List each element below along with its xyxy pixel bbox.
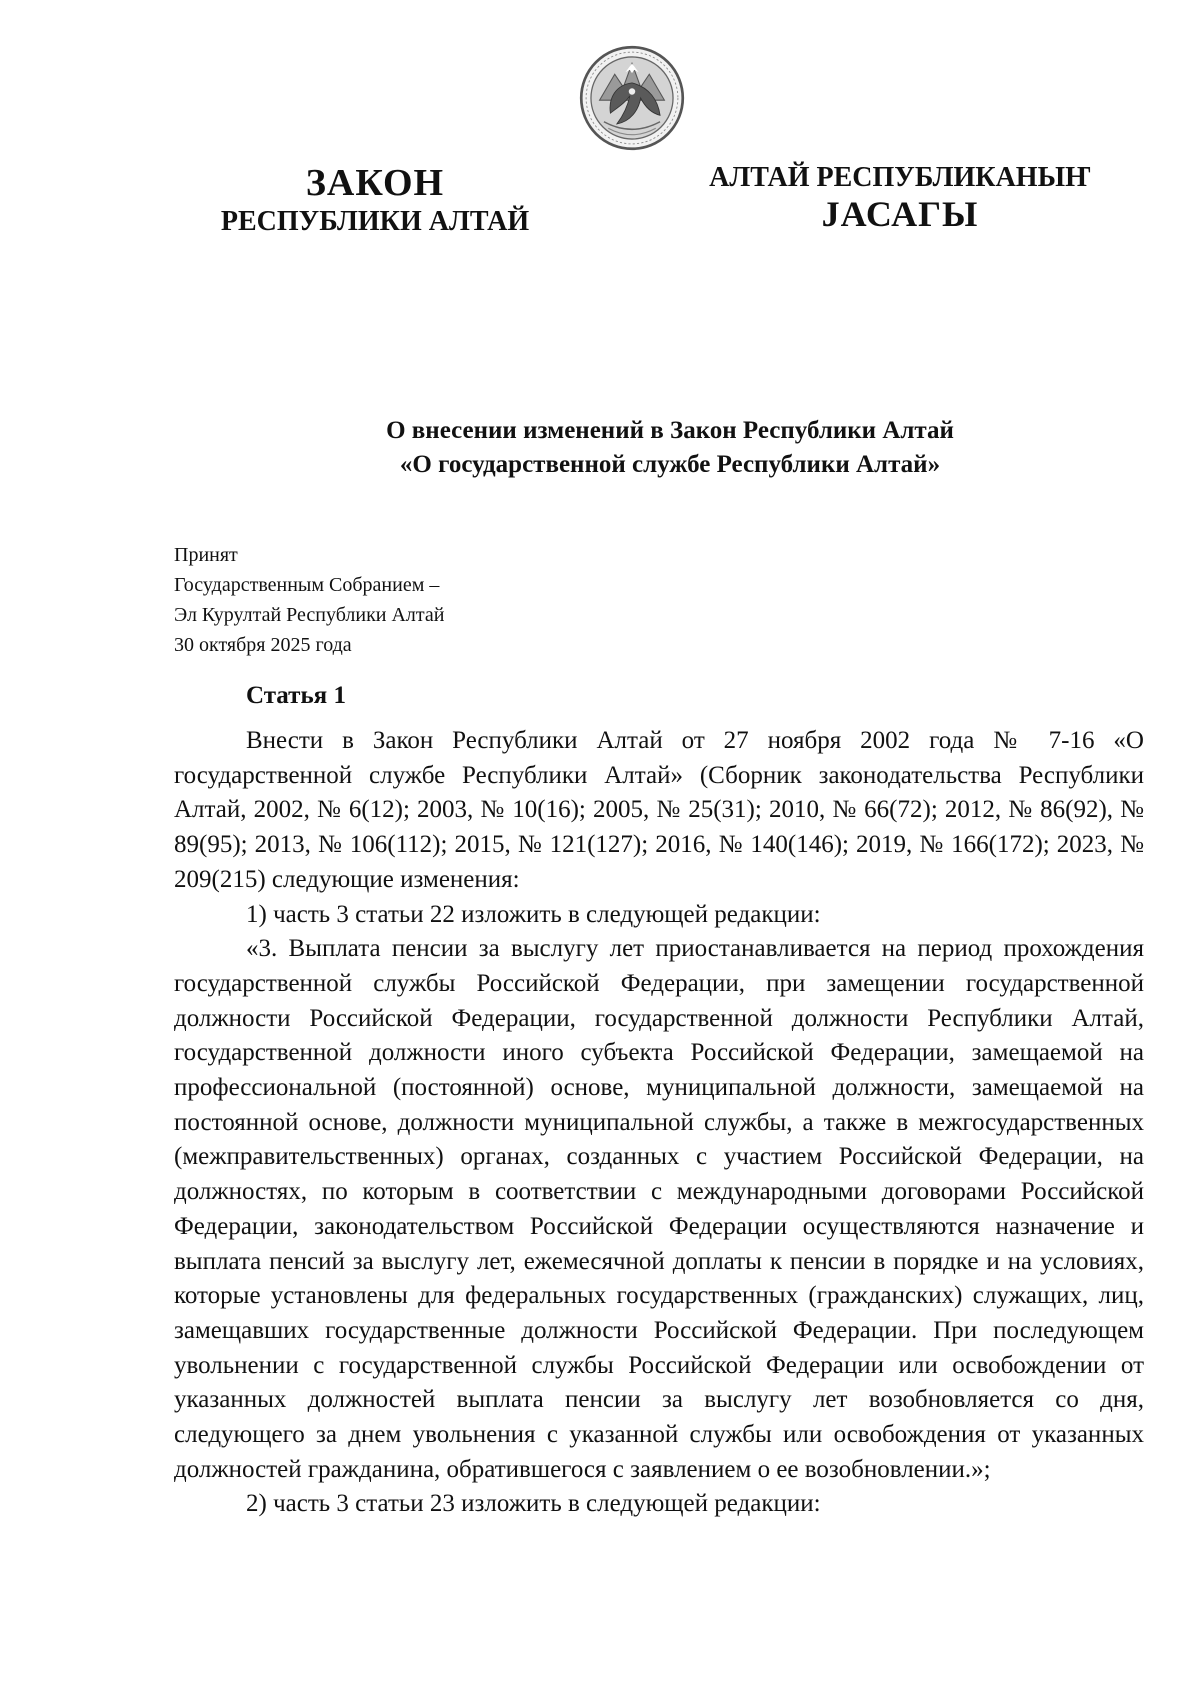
adoption-line: Государственным Собранием – [174, 574, 440, 596]
article-paragraph: «3. Выплата пенсии за выслугу лет приостанавливается на период прохождения государственной службы Российской Федерации, при замещении государственной должности Российской Федерации, государственной должности Республики Алтай, государственной должности иного субъекта Российской Федерации, замещаемой на профессиональной (постоянной) основе, муниципальной должности, замещаемой на постоянной основе, должности муниципальной службы, а также в межгосударственных (межправительственных) органах, созданных с участием Российской Федерации, на должностях, по которым в соответствии с международными договорами Российской Федерации, законодательством Российской Федерации осуществляются назначение и выплата пенсий за выслугу лет, ежемесячной доплаты к пенсии в порядке и на условиях, которые установлены для федеральных государственных (гражданских) служащих, лиц, замещавших государственные должности Российской Федерации. При последующем увольнении с государственной службы Российской Федерации или освобождении от указанных должностей выплата пенсии за выслугу лет возобновляется со дня, следующего за днем увольнения с указанной службы или освобождения от указанных должностей гражданина, обратившегося с заявлением о ее возобновлении.»; [174, 935, 1144, 1483]
document-title-line-2: «О государственной службе Республики Алтай» [399, 451, 941, 478]
document-title [170, 414, 1170, 482]
adoption-line: Эл Курултай Республики Алтай [174, 604, 445, 626]
article-paragraph: 1) часть 3 статьи 22 изложить в следующей редакции: [246, 900, 821, 928]
header-right-title: JАСАГЫ [821, 194, 979, 235]
republic-altai-coat-of-arms-icon [578, 44, 686, 152]
article-paragraph: Внести в Закон Республики Алтай от 27 ноября 2002 года № 7-16 «О государственной службе Республики Алтай» (Сборник законодательства Республики Алтай, 2002, № 6(12); 2003, № 10(16); 2005, № 25(31); 2010, № 66(72); 2012, № 86(92), № 89(95); 2013, № 106(112); 2015, № 121(127); 2016, № 140(146); 2019, № 166(172); 2023, № 209(215) следующие изменения: [174, 727, 1144, 893]
header-left [170, 162, 580, 238]
article-paragraph: 2) часть 3 статьи 23 изложить в следующей редакции: [246, 1490, 821, 1518]
header-right [700, 162, 1100, 236]
adoption-block [174, 540, 444, 660]
header-left-subtitle: РЕСПУБЛИКИ АЛТАЙ [220, 205, 530, 237]
header-right-subtitle: АЛТАЙ РЕСПУБЛИКАНЫҤ [709, 162, 1091, 193]
header-left-title: ЗАКОН [305, 162, 445, 204]
article-body [174, 724, 1144, 1522]
document-title-line-1: О внесении изменений в Закон Республики Алтай [386, 417, 954, 444]
adoption-line: Принят [174, 544, 238, 566]
article-heading: Статья 1 [246, 682, 346, 709]
adoption-date: 30 октября 2025 года [174, 634, 352, 656]
